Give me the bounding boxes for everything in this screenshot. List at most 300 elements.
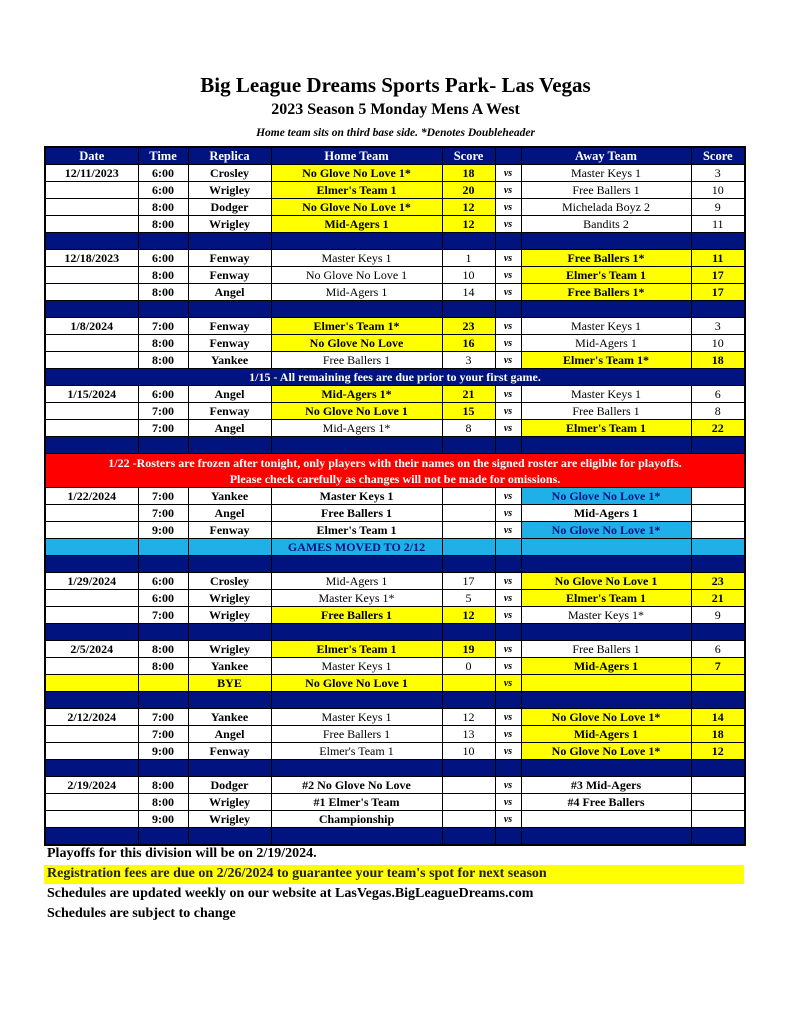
game-date <box>45 352 138 369</box>
game-row <box>45 811 745 828</box>
away-team: Elmer's Team 1 <box>521 420 691 437</box>
game-time: 8:00 <box>138 794 188 811</box>
spacer-cell <box>188 301 271 318</box>
home-team: Master Keys 1 <box>271 488 442 505</box>
away-team: Elmer's Team 1 <box>521 267 691 284</box>
game-time: 7:00 <box>138 505 188 522</box>
away-team: Free Ballers 1 <box>521 182 691 199</box>
game-time: 7:00 <box>138 488 188 505</box>
home-score <box>442 522 495 539</box>
game-replica: Fenway <box>188 403 271 420</box>
game-replica: Fenway <box>188 267 271 284</box>
game-date <box>45 403 138 420</box>
table-header <box>45 147 745 165</box>
home-team: Mid-Agers 1* <box>271 386 442 403</box>
spacer-cell <box>138 301 188 318</box>
vs-label: vs <box>495 352 521 369</box>
empty-cell <box>521 675 691 692</box>
vs-label: vs <box>495 522 521 539</box>
game-row <box>45 420 745 437</box>
header-home-score: Score <box>442 147 495 165</box>
spacer-cell <box>691 301 745 318</box>
header-away-team: Away Team <box>521 147 691 165</box>
spacer-cell <box>495 828 521 846</box>
vs-label: vs <box>495 641 521 658</box>
spacer-cell <box>188 692 271 709</box>
spacer-cell <box>442 624 495 641</box>
game-date <box>45 335 138 352</box>
spacer-cell <box>271 437 442 454</box>
spacer-cell <box>442 828 495 846</box>
spacer-cell <box>271 233 442 250</box>
spacer-cell <box>45 233 138 250</box>
away-score: 7 <box>691 658 745 675</box>
empty-cell <box>442 675 495 692</box>
game-time: 9:00 <box>138 811 188 828</box>
schedule-table <box>44 146 746 846</box>
empty-cell <box>521 539 691 556</box>
game-time: 7:00 <box>138 607 188 624</box>
vs-label: vs <box>495 284 521 301</box>
away-score <box>691 522 745 539</box>
game-row <box>45 199 745 216</box>
vs-label: vs <box>495 658 521 675</box>
game-replica: Crosley <box>188 573 271 590</box>
game-row <box>45 165 745 182</box>
game-row <box>45 777 745 794</box>
game-replica: Fenway <box>188 743 271 760</box>
game-replica: Crosley <box>188 165 271 182</box>
away-score: 3 <box>691 165 745 182</box>
spacer-cell <box>188 760 271 777</box>
game-row <box>45 641 745 658</box>
vs-label: vs <box>495 386 521 403</box>
empty-cell <box>138 675 188 692</box>
game-time: 6:00 <box>138 250 188 267</box>
header-vs <box>495 147 521 165</box>
game-time: 7:00 <box>138 420 188 437</box>
bye-team: No Glove No Love 1 <box>271 675 442 692</box>
home-team: Master Keys 1 <box>271 709 442 726</box>
away-score: 8 <box>691 403 745 420</box>
home-team: No Glove No Love 1* <box>271 165 442 182</box>
spacer-row <box>45 760 745 777</box>
vs-label: vs <box>495 250 521 267</box>
game-time: 6:00 <box>138 182 188 199</box>
spacer-cell <box>45 692 138 709</box>
home-team: Elmer's Team 1 <box>271 522 442 539</box>
away-team: No Glove No Love 1* <box>521 709 691 726</box>
game-time: 9:00 <box>138 743 188 760</box>
home-team: #2 No Glove No Love <box>271 777 442 794</box>
home-score: 8 <box>442 420 495 437</box>
spacer-cell <box>442 556 495 573</box>
home-team: Elmer's Team 1 <box>271 743 442 760</box>
game-date: 12/18/2023 <box>45 250 138 267</box>
page-title: Big League Dreams Sports Park- Las Vegas <box>200 73 591 97</box>
away-team: Master Keys 1 <box>521 318 691 335</box>
game-replica: Angel <box>188 505 271 522</box>
game-date <box>45 216 138 233</box>
away-score: 22 <box>691 420 745 437</box>
game-time: 8:00 <box>138 352 188 369</box>
away-score: 18 <box>691 352 745 369</box>
away-score: 3 <box>691 318 745 335</box>
away-score: 17 <box>691 267 745 284</box>
spacer-cell <box>521 624 691 641</box>
game-date <box>45 590 138 607</box>
spacer-cell <box>691 828 745 846</box>
home-score: 14 <box>442 284 495 301</box>
spacer-cell <box>271 624 442 641</box>
spacer-cell <box>188 828 271 846</box>
spacer-cell <box>442 301 495 318</box>
game-date: 1/8/2024 <box>45 318 138 335</box>
empty-cell <box>691 539 745 556</box>
spacer-cell <box>45 828 138 846</box>
home-score: 18 <box>442 165 495 182</box>
game-replica: Fenway <box>188 250 271 267</box>
home-score: 12 <box>442 607 495 624</box>
spacer-cell <box>271 828 442 846</box>
spacer-cell <box>495 760 521 777</box>
empty-cell <box>45 539 138 556</box>
game-date <box>45 726 138 743</box>
away-team <box>521 811 691 828</box>
bye-label: BYE <box>188 675 271 692</box>
spacer-row <box>45 301 745 318</box>
spacer-cell <box>188 624 271 641</box>
game-replica: Wrigley <box>188 607 271 624</box>
home-team: Master Keys 1 <box>271 658 442 675</box>
game-date <box>45 794 138 811</box>
game-row <box>45 743 745 760</box>
game-time: 7:00 <box>138 403 188 420</box>
game-date <box>45 522 138 539</box>
spacer-cell <box>138 233 188 250</box>
game-row <box>45 352 745 369</box>
spacer-cell <box>271 760 442 777</box>
away-team: No Glove No Love 1* <box>521 488 691 505</box>
away-team: Free Ballers 1* <box>521 284 691 301</box>
bye-row <box>45 675 745 692</box>
spacer-cell <box>691 437 745 454</box>
home-score: 12 <box>442 216 495 233</box>
spacer-cell <box>521 692 691 709</box>
away-score <box>691 488 745 505</box>
header-away-score: Score <box>691 147 745 165</box>
vs-label: vs <box>495 590 521 607</box>
game-row <box>45 505 745 522</box>
spacer-cell <box>138 437 188 454</box>
away-team: Elmer's Team 1 <box>521 590 691 607</box>
game-date: 1/22/2024 <box>45 488 138 505</box>
spacer-cell <box>495 624 521 641</box>
game-time: 8:00 <box>138 335 188 352</box>
home-team: No Glove No Love 1* <box>271 199 442 216</box>
home-score: 17 <box>442 573 495 590</box>
header-time: Time <box>138 147 188 165</box>
empty-cell <box>45 675 138 692</box>
game-row <box>45 607 745 624</box>
vs-label: vs <box>495 318 521 335</box>
spacer-row <box>45 692 745 709</box>
away-score: 12 <box>691 743 745 760</box>
game-replica: Wrigley <box>188 811 271 828</box>
spacer-cell <box>691 624 745 641</box>
game-time: 8:00 <box>138 641 188 658</box>
home-team: Elmer's Team 1 <box>271 182 442 199</box>
home-score: 12 <box>442 709 495 726</box>
spacer-cell <box>691 233 745 250</box>
away-team: #4 Free Ballers <box>521 794 691 811</box>
away-team: Free Ballers 1 <box>521 641 691 658</box>
away-team: #3 Mid-Agers <box>521 777 691 794</box>
spacer-cell <box>442 692 495 709</box>
home-score: 0 <box>442 658 495 675</box>
spacer-cell <box>521 760 691 777</box>
game-time: 6:00 <box>138 590 188 607</box>
game-date <box>45 420 138 437</box>
game-row <box>45 522 745 539</box>
game-date <box>45 284 138 301</box>
game-time: 6:00 <box>138 573 188 590</box>
home-score <box>442 488 495 505</box>
home-score: 10 <box>442 267 495 284</box>
home-score: 20 <box>442 182 495 199</box>
empty-cell <box>495 539 521 556</box>
game-replica: Yankee <box>188 352 271 369</box>
game-date <box>45 182 138 199</box>
empty-cell <box>442 539 495 556</box>
game-time: 6:00 <box>138 165 188 182</box>
vs-label: vs <box>495 743 521 760</box>
away-team: No Glove No Love 1* <box>521 743 691 760</box>
away-score: 6 <box>691 386 745 403</box>
game-time: 8:00 <box>138 199 188 216</box>
game-date <box>45 658 138 675</box>
spacer-cell <box>691 556 745 573</box>
vs-label: vs <box>495 199 521 216</box>
vs-label: vs <box>495 403 521 420</box>
vs-label: vs <box>495 488 521 505</box>
game-time: 7:00 <box>138 709 188 726</box>
alert-text-2: Please check carefully as changes will not be made for omissions. <box>229 471 561 486</box>
away-score: 10 <box>691 335 745 352</box>
vs-label: vs <box>495 709 521 726</box>
home-team: Championship <box>271 811 442 828</box>
home-score <box>442 505 495 522</box>
spacer-cell <box>691 760 745 777</box>
home-score: 10 <box>442 743 495 760</box>
away-team: Free Ballers 1* <box>521 250 691 267</box>
away-score: 21 <box>691 590 745 607</box>
game-replica: Wrigley <box>188 794 271 811</box>
away-score <box>691 811 745 828</box>
spacer-cell <box>495 556 521 573</box>
home-score: 23 <box>442 318 495 335</box>
vs-label: vs <box>495 675 521 692</box>
game-replica: Fenway <box>188 335 271 352</box>
game-time: 8:00 <box>138 284 188 301</box>
home-score: 1 <box>442 250 495 267</box>
away-team: Free Ballers 1 <box>521 403 691 420</box>
spacer-cell <box>138 760 188 777</box>
game-date: 2/19/2024 <box>45 777 138 794</box>
notice-row <box>45 369 745 386</box>
away-team: Mid-Agers 1 <box>521 658 691 675</box>
game-time: 8:00 <box>138 777 188 794</box>
game-date: 1/29/2024 <box>45 573 138 590</box>
vs-label: vs <box>495 726 521 743</box>
vs-label: vs <box>495 607 521 624</box>
game-row <box>45 216 745 233</box>
away-score <box>691 794 745 811</box>
home-team: Free Ballers 1 <box>271 726 442 743</box>
spacer-cell <box>45 556 138 573</box>
home-team: Elmer's Team 1 <box>271 641 442 658</box>
game-row <box>45 794 745 811</box>
home-score <box>442 811 495 828</box>
game-date: 2/12/2024 <box>45 709 138 726</box>
game-row <box>45 335 745 352</box>
registration-note: Registration fees are due on 2/26/2024 to guarantee your team's spot for next season <box>47 866 547 881</box>
game-replica: Angel <box>188 420 271 437</box>
home-team: Free Ballers 1 <box>271 607 442 624</box>
home-team: Elmer's Team 1* <box>271 318 442 335</box>
spacer-cell <box>45 760 138 777</box>
games-moved-text: GAMES MOVED TO 2/12 <box>271 539 442 556</box>
notice-text: 1/15 - All remaining fees are due prior to your first game. <box>45 369 745 386</box>
game-date <box>45 267 138 284</box>
away-score: 11 <box>691 216 745 233</box>
spacer-cell <box>521 301 691 318</box>
spacer-cell <box>521 233 691 250</box>
home-team: No Glove No Love 1 <box>271 267 442 284</box>
game-replica: Dodger <box>188 777 271 794</box>
game-time: 8:00 <box>138 267 188 284</box>
game-replica: Wrigley <box>188 216 271 233</box>
away-team: No Glove No Love 1 <box>521 573 691 590</box>
away-team: Michelada Boyz 2 <box>521 199 691 216</box>
vs-label: vs <box>495 573 521 590</box>
home-team: #1 Elmer's Team <box>271 794 442 811</box>
spacer-cell <box>495 692 521 709</box>
empty-cell <box>691 675 745 692</box>
empty-cell <box>188 539 271 556</box>
home-score: 5 <box>442 590 495 607</box>
home-score: 15 <box>442 403 495 420</box>
away-team: Elmer's Team 1* <box>521 352 691 369</box>
spacer-cell <box>271 556 442 573</box>
spacer-cell <box>495 301 521 318</box>
away-score: 9 <box>691 199 745 216</box>
game-row <box>45 318 745 335</box>
away-score <box>691 505 745 522</box>
spacer-cell <box>495 233 521 250</box>
game-replica: Yankee <box>188 709 271 726</box>
spacer-row <box>45 556 745 573</box>
away-score: 6 <box>691 641 745 658</box>
change-note: Schedules are subject to change <box>47 906 236 921</box>
game-row <box>45 590 745 607</box>
away-score: 18 <box>691 726 745 743</box>
playoffs-note: Playoffs for this division will be on 2/19/2024. <box>47 846 317 861</box>
header-date: Date <box>45 147 138 165</box>
away-team: Master Keys 1 <box>521 386 691 403</box>
away-team: Master Keys 1* <box>521 607 691 624</box>
game-replica: Wrigley <box>188 182 271 199</box>
game-replica: Angel <box>188 386 271 403</box>
game-replica: Angel <box>188 284 271 301</box>
game-replica: Fenway <box>188 318 271 335</box>
game-replica: Wrigley <box>188 590 271 607</box>
game-date: 12/11/2023 <box>45 165 138 182</box>
spacer-cell <box>138 556 188 573</box>
vs-label: vs <box>495 811 521 828</box>
spacer-cell <box>442 437 495 454</box>
home-team: Master Keys 1 <box>271 250 442 267</box>
header-home-team: Home Team <box>271 147 442 165</box>
home-team: Free Ballers 1 <box>271 352 442 369</box>
spacer-cell <box>271 692 442 709</box>
home-team: Master Keys 1* <box>271 590 442 607</box>
game-date: 2/5/2024 <box>45 641 138 658</box>
game-row <box>45 250 745 267</box>
home-score: 13 <box>442 726 495 743</box>
game-row <box>45 658 745 675</box>
game-time: 9:00 <box>138 522 188 539</box>
home-score: 12 <box>442 199 495 216</box>
home-score: 3 <box>442 352 495 369</box>
vs-label: vs <box>495 216 521 233</box>
game-row <box>45 284 745 301</box>
spacer-cell <box>45 624 138 641</box>
game-row <box>45 386 745 403</box>
game-time: 7:00 <box>138 726 188 743</box>
spacer-cell <box>521 437 691 454</box>
game-date <box>45 743 138 760</box>
away-score: 23 <box>691 573 745 590</box>
vs-label: vs <box>495 182 521 199</box>
game-row <box>45 709 745 726</box>
vs-label: vs <box>495 777 521 794</box>
spacer-cell <box>138 828 188 846</box>
away-team: Mid-Agers 1 <box>521 505 691 522</box>
away-score: 17 <box>691 284 745 301</box>
header-replica: Replica <box>188 147 271 165</box>
away-score: 10 <box>691 182 745 199</box>
spacer-cell <box>442 760 495 777</box>
spacer-cell <box>188 233 271 250</box>
spacer-cell <box>138 692 188 709</box>
spacer-cell <box>271 301 442 318</box>
away-team: Mid-Agers 1 <box>521 726 691 743</box>
page-subtitle: 2023 Season 5 Monday Mens A West <box>271 101 520 118</box>
vs-label: vs <box>495 165 521 182</box>
alert-cell <box>45 454 745 488</box>
home-score: 19 <box>442 641 495 658</box>
vs-label: vs <box>495 420 521 437</box>
game-row <box>45 267 745 284</box>
game-date <box>45 811 138 828</box>
home-team: No Glove No Love 1 <box>271 403 442 420</box>
schedule-note: Home team sits on third base side. *Denotes Doubleheader <box>256 127 535 139</box>
away-score: 14 <box>691 709 745 726</box>
game-time: 7:00 <box>138 318 188 335</box>
home-team: Free Ballers 1 <box>271 505 442 522</box>
home-team: Mid-Agers 1 <box>271 216 442 233</box>
